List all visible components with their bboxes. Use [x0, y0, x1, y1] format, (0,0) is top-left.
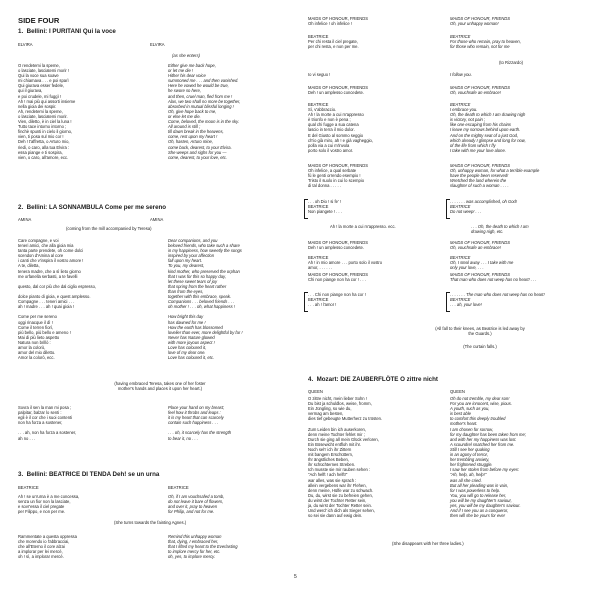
maids-3-it: MAIDS OF HONOUR, FRIENDS Oh infelice, a qual serbate fù le genti orrendo esempio ! Tristo il suolo in cui lo scempio di tal donna . . . . . — [308, 163, 369, 189]
section-3-text-en-2: Remind this unhappy woman that, dying, I embraced her, that I lifted my heart to the Everlasting to implore mercy for her, etc. oh, yes, to implore mercy. — [168, 534, 238, 560]
section-2-text-en-2: Place your hand on my breast; feel how it throbs and leaps : it is my heart that can scarcely contain such happiness . . . . . . oh, it scarcely has the strength to bear it, no . . . — [168, 405, 232, 441]
section-1-text-en: Either give me back hope, or let me die ! Hither his dear voice summoned me . . . and then vanished. Here he vowed he would be true, he swore so here, and then, cruel man, fled from me ! Alas, we two shall no more be together, absorbed in mutual blissful longing ! Oh, give hope back to me, or else let me die. Come, beloved, the moon is in the sky. All around is still ; till dawn break in the heavens, come, rest upon my heart ! Oh, hasten, Arturo mine, come back, dearest, to your Elvira. She weeps and sighs for you — come, dearest, to your love, etc. — [168, 63, 241, 160]
maids-1-en: MAIDS OF HONOUR, FRIENDS Oh, your unhappy woman! — [450, 16, 510, 27]
section-2-direction: (coming from the mill accompanied by Teresa) — [66, 226, 152, 231]
direction-knees: (All fall to their knees, as Beatrice is led away by the Guards.) — [435, 326, 525, 336]
beatrice-1-it: BEATRICE Per chi resta il ciel pregate, per chi resta, e non per me. — [308, 34, 359, 50]
section-3-heading: 3. Bellini: BEATRICE DI TENDA Deh! se un urna — [18, 471, 160, 478]
direction-to-rizzardo: (to Rizzardo) — [499, 60, 523, 65]
side-title: SIDE FOUR — [18, 16, 60, 25]
maids-5-en: MAIDS OF HONOUR, FRIENDS That man who does not weep has no heart! . . . — [450, 272, 537, 283]
section-2-text-it: Care compagne, e voi teneri amici, che alla gioia mia tanta parte prendete, oh come dolci scendon d'Amina al core i canti che v'inspira il vostro amore ! A te, diletta, tenera madre, che a sì lieto giorno me orfanella serbasti, a te favelli questo, dal cor più che dal ciglio espresso, dolce pianto di gioia, e quest amplesso. Compagne . . . teneri amici . . . ah ! madre . . . ah ! quai gioia ! Come per me sereno oggi rinacque il dì ! Come il terren fiorì, più bello, più bello e ameno ! Mai di più lieto aspetto Natura non brillò : amor la colorò, amor del mio diletto. Amor la colorò, ecc. — [18, 238, 97, 361]
beatrice-1-en: BEATRICE For those who remain, pray to heaven, for those who remain, not for me — [450, 34, 521, 50]
section-4-exit: (She disappears with her three ladies.) — [392, 541, 464, 546]
section-1-text-it: O rendetemi la speme, o lasciate, lasciatemi morir ! Qui la voce sua soave mi chiamava . . . e poi sparì Qui giurava esser fedele, qui il giurava, e poi crudele, mi fuggì ! Ah ! mai più qui assorti insieme nella gioia dei sospir. Ah, rendetemi la speme, o lasciate, lasciatemi morir. Vien, diletto, è in ciel la luna ! Tutto tace intorno intorno ; finchè spunti in cielo il giorno, vien, ti posa sul mio cor ! Deh ! t'affretta, o Arturo mio, riedi, o caro, alla tua Elvira : essa piange e ti sospira, vien, o caro, all'amore, ecc. — [18, 63, 76, 160]
section-1-heading: 1. Bellini: I PURITANI Qui la voce — [18, 28, 116, 35]
section-3-speaker-en: BEATRICE — [168, 485, 189, 490]
section-1-direction: (as she enters) — [172, 53, 200, 58]
section-2-heading: 2. Bellini: LA SONNAMBULA Come per me sereno — [18, 204, 167, 211]
section-1-speaker-it: ELVIRA — [18, 42, 33, 47]
beatrice-follow-it: Io vi seguo ! — [308, 72, 331, 77]
maids-4-it: MAIDS OF HONOUR, FRIENDS Deh ! un amplesso concedete. — [308, 240, 369, 251]
right-column — [294, 0, 600, 596]
bracket-1-text-en: . . . . . . . was accomplished, oh God! BEATRICE Do not weep! . . . — [450, 199, 517, 215]
section-4-speaker-en: QUEEN — [450, 389, 465, 394]
beatrice-follow-en: I follow you. — [450, 72, 472, 77]
section-4-heading: 4. Mozart: DIE ZAUBERFLÖTE O zittre nicht — [308, 376, 438, 383]
beatrice-2-en: BEATRICE I embrace you. Oh, the death to which I am drawing nigh is victory, not pain ; like one escaping from his chains I leave my sorrows behind upon earth. And on the mighty seat of a just God, which already I glimpse and long for now, of the life from which I fly I take with me your love alone. — [450, 102, 526, 153]
beatrice-3-en: . . . Oh, the death to which I am drawing nigh, etc. — [471, 224, 529, 235]
maids-2-it: MAIDS OF HONOUR, FRIENDS Deh ! un amplesso concedete. — [308, 85, 369, 96]
maids-4-en: MAIDS OF HONOUR, FRIENDS Oh, vouchsafe an embrace! — [450, 240, 510, 251]
section-2-speaker-it: AMINA — [18, 217, 32, 222]
section-3-direction: (She turns towards the fainting Agnes.) — [114, 520, 187, 525]
maids-5-it: MAIDS OF HONOUR, FRIENDS Chi non piange non ha cor ! . . . — [308, 272, 369, 283]
bracket-2-text-it: . . . Chi non piange non ha cor ! BEATRICE . . . ah ! l'amor ! — [308, 292, 366, 308]
section-4-speaker-de: QUEEN — [308, 389, 323, 394]
section-2-direction-2: (having embraced Teresa, takes one of her foster mother's hands and places it upon her heart.) — [114, 381, 206, 391]
section-2-speaker-en: AMINA — [150, 217, 164, 222]
beatrice-3-it: Ah ! la morte a cui m'appresso. ecc. — [330, 224, 396, 229]
section-1-speaker-en: ELVIRA — [150, 42, 165, 47]
beatrice-2-it: BEATRICE Sì, v'abbraccio. Ah ! la morte a cui m'appresso è trionfo e non è pena ; qual chi fugge a sua catena lascio in terra il mio dolor. E del Giusto al sommo seggio ch'io già miro, ah ! e già vagheggio, polla via a cui m'invola porto solo il vostro amor. — [308, 102, 374, 153]
bracket-1-text-it: . . . oh Dio ! si fe' ! BEATRICE Non piangete ! . . . — [308, 199, 342, 215]
section-3-text-it-2: Rammentate a questa oppressa che morendo io l'abbracciai, che all'Eterno il core alzai a implorar per lei mercè, oh ! sì, a implorar mercè. — [18, 534, 77, 560]
beatrice-4-en: BEATRICE Oh, I steal away . . . I take with me only your love, . . . — [450, 255, 514, 271]
bracket-2-text-en: . . . . . . . The man who does not weep has no heart! BEATRICE . . . ah, your love! — [450, 292, 545, 308]
section-3-speaker-it: BEATRICE — [18, 485, 39, 490]
section-4-text-en: Oh do not tremble, my dear son! For you are innocent, wise, pious. A youth, such as you, is best able to comfort this deeply troubled mother's heart. I am chosen for sorrow, for my daughter has been taken from me; and with her my happiness was lost. A scoundrel snatched her from me. Still I see her quaking in an agony of terror, her trembling anxiety, her frightened struggle. I saw her stolen from before my eyes: "Ah, help, ah, help!" was all she cried. But all her pleading was in vain, for I was powerless to help. You, you will go to release her, you will be my daughter's saviour, yes, you will be my daughter's saviour. And if I see you as a conqueror, then will she be yours for ever — [450, 396, 526, 519]
maids-3-en: MAIDS OF HONOUR, FRIENDS Oh, unhappy woman, for what a terrible example have the people been reserved! Wretched the land wherein the slaughter of such a woman . . . . — [450, 163, 540, 189]
beatrice-4-it: BEATRICE Ah ! in mio amore . . . porto solo il vostro amor, . . . . . . — [308, 255, 383, 271]
maids-1-it: MAIDS OF HONOUR, FRIENDS Oh infelice ! oh infelice ! — [308, 16, 369, 27]
page-number: 5 — [294, 574, 297, 580]
maids-2-en: MAIDS OF HONOUR, FRIENDS Oh, vouchsafe an embrace! — [450, 85, 510, 96]
section-2-text-it-2: Sovra il sen la man mi posa ; palpitar, balzar lo senti : egli è il cor che i suoi contenti non ha forza a sostener, . . . ah, non ha forza a sostener, ah no . . . — [18, 405, 77, 441]
direction-curtain: (The curtain falls.) — [463, 344, 497, 349]
section-2-text-en: Dear companions, and you beloved friends, who take such a share in my happiness, how sweetly the songs inspired by your affection fall upon my heart. To you, my dearest, kind mother, who preserved the orphan that I was for this so happy day, let these sweet tears of joy that spring from the heart rather than from the eyes, together with this embrace, speak. Companions . . . beloved friends . . . oh mother ! . . . oh, what happiness ! How bright this day has dawned for me ! How the earth has blossomed lovelier than ever, more delightful by far ! Never has Nature glowed with more joyous aspect ! Love has coloured it, love of my dear one. Love has coloured it, etc. — [168, 238, 243, 361]
section-3-text-it: Ah ! se un'urna è a me concessa, senza un fior non la lasciate, e sovr'essa il ciel pregate per Filippo, e non per me. — [18, 494, 80, 515]
section-3-text-en: Oh, if I am vouchsafed a tomb, do not leave it bare of flowers, and over it, pray to heaven for Philip, and not for me. — [168, 494, 225, 515]
section-4-text-de: O zittre nicht, mein lieber Sohn ! Du bist ja schuldlos, weise, fromm, Ein Jüngling, so wie du, vermag am besten, dies tief gebeugte Mutterherz zu trösten. Zum Leiden bin ich auserkoren, denn meine Tochter fehlet mir ; Durch sie ging all mein Glück verloren, Ein Bösewicht entfloh mit ihr. Noch seh' ich ihr Zittern mit bangem Erschüttern, Ihr ängstliches Beben, ihr schüchternes Streben. Ich musste sie mir rauben sehen : "Ach helft ! ach helft!" war alles, was sie sprach : allein vergebens war ihr Flehen, denn meine, Hülfe war zu schwach. Du, du, wirst sie zu befreien gehen, du wirst der Tochter Retter sein, ja, du wirst der Tochter Retter sein. Und werd' ich dich als Sieger sehen, so sei sie dann auf ewig dein. — [308, 396, 383, 519]
